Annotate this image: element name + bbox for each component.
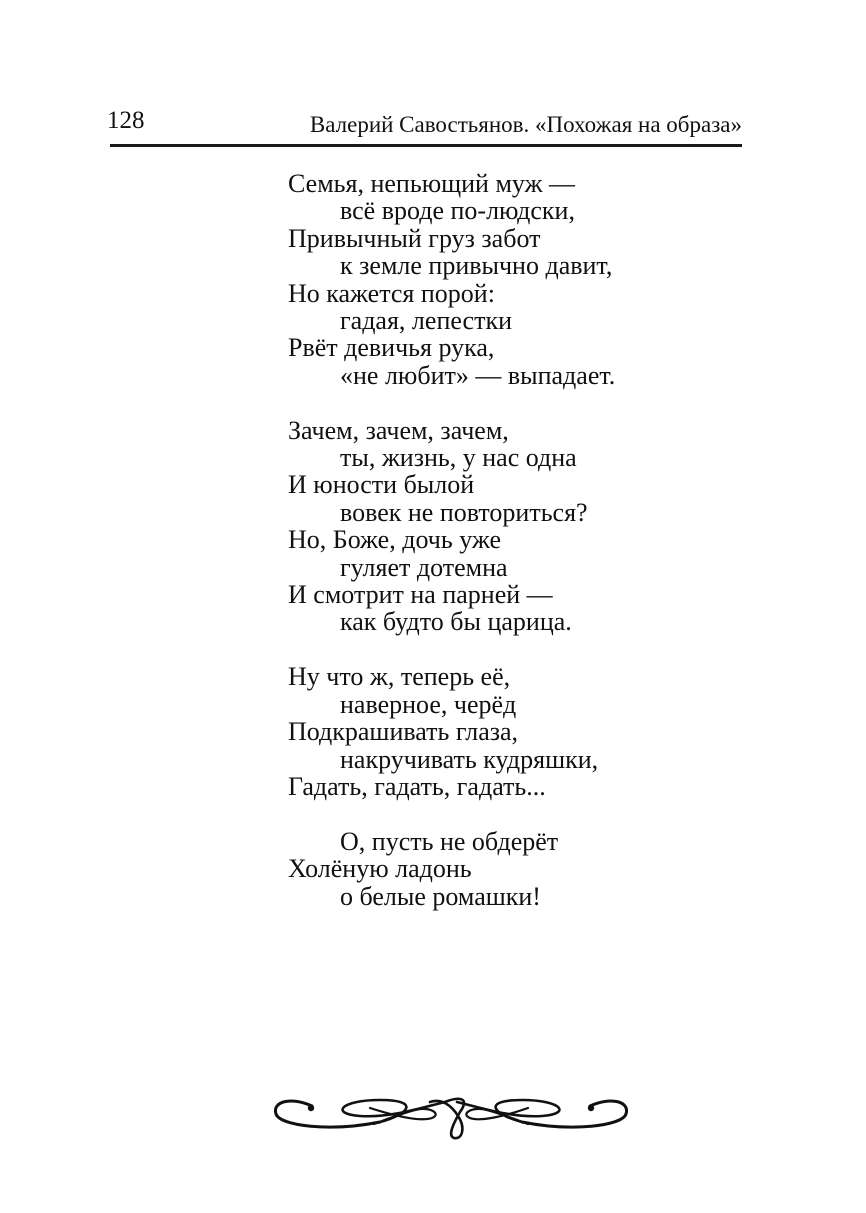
poem-line: Семья, непьющий муж — [288,169,576,198]
poem-line: Зачем, зачем, зачем, [288,415,509,445]
poem-line: И юности былой [288,470,475,500]
poem-line: гадая, лепестки [340,306,512,336]
poem-line: И смотрит на парней — [288,580,553,610]
stanza-4 [288,828,615,910]
running-title: Валерий Савостьянов. «Похожая на образа» [309,112,742,137]
poem-line: Но кажется порой: [288,278,495,308]
poem-line: Гадать, гадать, гадать... [288,771,546,801]
header-divider [110,144,742,147]
poem-line: «не любит» — выпадает. [340,360,616,390]
poem-line: всё вроде по-людски, [340,196,575,226]
stanza-1 [288,170,615,389]
flourish-divider-icon [270,1092,632,1154]
poem-line: ты, жизнь, у нас одна [340,443,577,473]
stanza-2 [288,417,615,636]
poem-line: к земле привычно давит, [340,251,613,281]
poem-line: Но, Боже, дочь уже [288,525,502,555]
poem [288,170,615,937]
poem-line: гуляет дотемна [340,552,508,582]
page-number: 128 [107,107,145,134]
poem-line: как будто бы царица. [340,607,572,637]
poem-line: Холёную ладонь [288,854,472,884]
poem-line: Рвёт девичья рука, [288,333,495,363]
stanza-3 [288,663,615,800]
poem-line: Ну что ж, теперь её, [288,662,511,692]
poem-line: Подкрашивать глаза, [288,717,519,747]
poem-line: о белые ромашки! [340,881,541,911]
poem-line: наверное, черёд [340,689,517,719]
poem-line: О, пусть не обдерёт [340,826,559,856]
poem-line: вовек не повториться? [340,497,588,527]
poem-line: накручивать кудряшки, [340,744,599,774]
poem-line: Привычный груз забот [288,223,541,253]
